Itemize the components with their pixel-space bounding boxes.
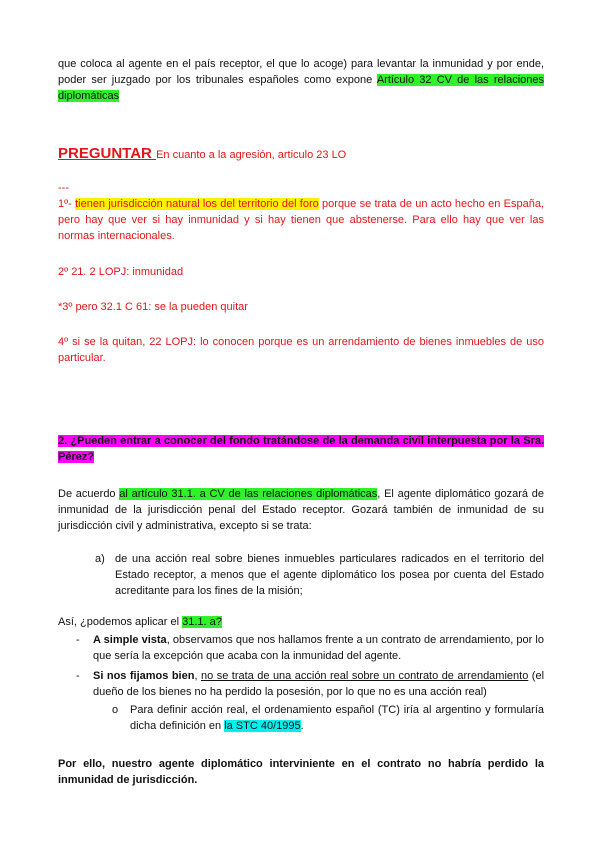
highlight-article-31: al artículo 31.1. a CV de las relaciones diplomáticas <box>119 488 378 500</box>
preguntar-line <box>58 144 544 165</box>
item-3: *3º pero 32.1 C 61: se la pueden quitar <box>58 301 248 313</box>
preguntar-text: En cuanto a la agresión, articulo 23 LO <box>156 149 347 161</box>
paragraph-intro: que coloca al agente en el país receptor, el que lo acoge) para levantar la inmunidad y por ende, poder ser juzgado por los tribunales españoles como expone Artículo 32 CV de las relaciones diplomáticas <box>58 58 544 102</box>
highlight-stc: la STC 40/1995 <box>224 720 301 732</box>
question-2-heading: 2. ¿Pueden entrar a conocer del fondo tratándose de la demanda civil interpuesta por la Sra. Pérez? <box>58 435 544 463</box>
item-2: 2º 21. 2 LOPJ: inmunidad <box>58 266 184 278</box>
item-4: 4º si se la quitan, 22 LOPJ: lo conocen porque es un arrendamiento de bienes inmuebles de uso particular. <box>58 336 544 364</box>
bullet-marker-1: - <box>76 634 80 646</box>
preguntar-heading: PREGUNTAR <box>58 145 157 162</box>
bullet-marker-2: - <box>76 670 80 682</box>
bullet-a-simple-vista: A simple vista, observamos que nos hallamos frente a un contrato de arrendamiento, por lo que sería la excepción que acaba con la inmunidad del agente. <box>93 634 544 662</box>
subbullet-marker: o <box>112 704 119 716</box>
list-marker-a: a) <box>95 553 105 565</box>
bullet-si-nos-fijamos: Si nos fijamos bien, no se trata de una acción real sobre un contrato de arrendamiento (el dueño de los bienes no ha perdido la posesión, por lo que no es una acción real) <box>93 670 545 698</box>
separator-dashes: --- <box>58 182 69 194</box>
paragraph-conclusion: Por ello, nuestro agente diplomático interviniente en el contrato no habría perdido la inmunidad de jurisdicción. <box>58 758 544 786</box>
subitem-a: de una acción real sobre bienes inmuebles particulares radicados en el territorio del Estado receptor, a menos que el agente diplomático los posea por cuenta del Estado acreditante para los fines de la misión; <box>115 553 544 597</box>
highlight-jurisdiccion: tienen jurisdicción natural los del territorio del foro <box>75 198 319 210</box>
subbullet-definicion: Para definir acción real, el ordenamiento español (TC) iría al argentino y formularía dicha definición en la STC 40/1995. <box>130 704 544 732</box>
highlight-31-1-a: 31.1. a? <box>182 616 222 628</box>
paragraph-asi: Así, ¿podemos aplicar el 31.1. a? <box>58 616 222 628</box>
highlight-article-32: Artículo 32 CV de las relaciones diplomáticas <box>58 74 544 102</box>
item-1: 1º- tienen jurisdicción natural los del territorio del foro porque se trata de un acto hecho en España, pero hay que ver si hay inmunidad y si hay tienen que abstenerse. Para ello hay que ver las normas internacionales. <box>58 198 544 242</box>
paragraph-de-acuerdo: De acuerdo al artículo 31.1. a CV de las relaciones diplomáticas, El agente diplomático gozará de inmunidad de la jurisdicción penal del Estado receptor. Gozará también de inmunidad de su jurisdicción civil y administrativa, excepto si se trata: <box>58 488 544 532</box>
